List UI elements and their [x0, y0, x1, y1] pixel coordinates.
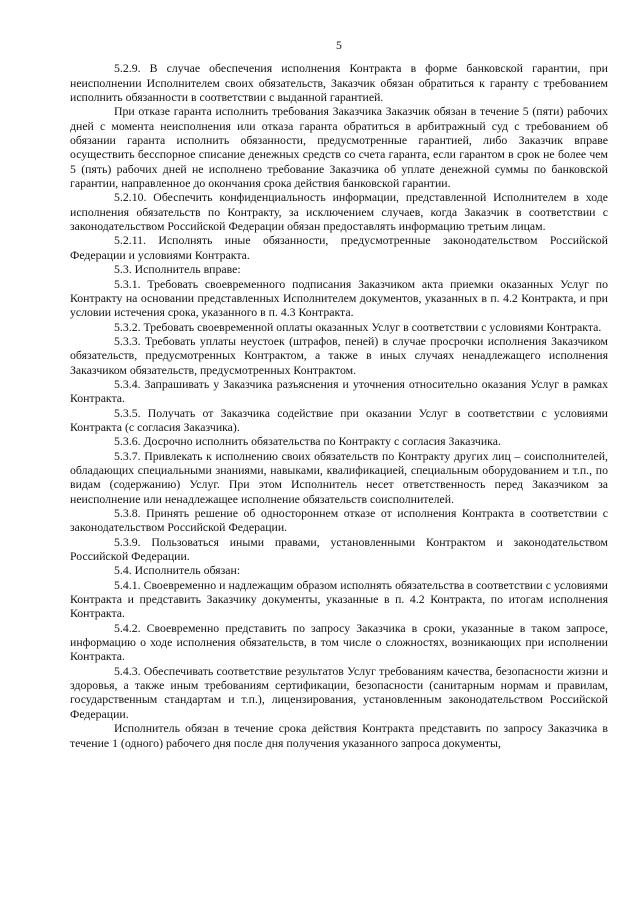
paragraph: При отказе гаранта исполнить требования Заказчика Заказчик обязан в течение 5 (пяти) рабочих дней с момента неисполнения или отказа гаранта обратиться в арбитражный суд с требованием об обязании гаранта исполнить обязанности, предусмотренные гарантией, либо Заказчик вправе осуществить бесспорное списание денежных средств со счета гаранта, если гарантом в срок не более чем 5 (пять) рабочих дней не исполнено требование Заказчика об уплате денежной суммы по банковской гарантии, направленное до окончания срока действия банковской гарантии. — [70, 104, 608, 191]
paragraph: 5.3.9. Пользоваться иными правами, установленными Контрактом и законодательством Российской Федерации. — [70, 534, 608, 564]
document-body — [70, 61, 608, 750]
paragraph: 5.3. Исполнитель вправе: — [114, 262, 241, 277]
paragraph: 5.3.2. Требовать своевременной оплаты оказанных Услуг в соответствии с условиями Контракта. — [114, 319, 602, 334]
paragraph: 5.2.11. Исполнять иные обязанности, предусмотренные законодательством Российской Федерации и условиями Контракта. — [70, 233, 608, 262]
page-number: 5 — [336, 38, 342, 52]
paragraph: 5.4. Исполнитель обязан: — [114, 563, 241, 578]
paragraph: 5.3.1. Требовать своевременного подписания Заказчиком акта приемки оказанных Услуг по Контракту на основании представленных Исполнителем документов, указанных в п. 4.2 Контракта, и при условии истечения срока, указанного в п. 4.3 Контракта. — [70, 276, 608, 320]
paragraph: 5.3.4. Запрашивать у Заказчика разъяснения и уточнения относительно оказания Услуг в рамках Контракта. — [70, 376, 608, 406]
paragraph: 5.4.3. Обеспечивать соответствие результатов Услуг требованиям качества, безопасности жизни и здоровья, а также иным требованиям сертификации, безопасности (санитарным нормам и правилам, государственным стандартам и т.п.), лицензирования, установленным законодательством Российской Федерации. — [70, 663, 608, 721]
paragraph: 5.3.3. Требовать уплаты неустоек (штрафов, пеней) в случае просрочки исполнения Заказчиком обязательств, предусмотренных Контрактом, а также в иных случаях ненадлежащего исполнения Заказчиком обязательств, предусмотренных Контрактом. — [70, 333, 608, 377]
paragraph: 5.3.5. Получать от Заказчика содействие при оказании Услуг в соответствии с условиями Контракта (с согласия Заказчика). — [70, 405, 608, 434]
paragraph: 5.2.9. В случае обеспечения исполнения Контракта в форме банковской гарантии, при неисполнении Исполнителем своих обязательств, Заказчик обязан обратиться к гаранту с требованием исполнить обязанности в соответствии с выданной гарантией. — [70, 61, 608, 105]
paragraph: 5.3.8. Принять решение об одностороннем отказе от исполнения Контракта в соответствии с законодательством Российской Федерации. — [70, 506, 608, 535]
paragraph: 5.2.10. Обеспечить конфиденциальность информации, представленной Исполнителем в ходе исполнения обязательств по Контракту, за исключением случаев, когда Заказчик в соответствии с законодательством Российской Федерации обязан предоставлять информацию третьим лицам. — [70, 190, 608, 234]
paragraph: 5.4.2. Своевременно представить по запросу Заказчика в сроки, указанные в таком запросе, информацию о ходе исполнения обязательств, в том числе о сложностях, возникающих при исполнении Контракта. — [70, 620, 608, 664]
paragraph: Исполнитель обязан в течение срока действия Контракта представить по запросу Заказчика в течение 1 (одного) рабочего дня после дня получения указанного запроса документы, — [70, 721, 608, 750]
paragraph: 5.4.1. Своевременно и надлежащим образом исполнять обязательства в соответствии с условиями Контракта и представить Заказчику документы, указанные в п. 4.2 Контракта, по итогам исполнения Контракта. — [70, 577, 608, 621]
paragraph: 5.3.7. Привлекать к исполнению своих обязательств по Контракту других лиц – соисполнителей, обладающих специальными знаниями, навыками, квалификацией, специальным оборудованием и т.п., по видам (содержанию) Услуг. При этом Исполнитель несет ответственность перед Заказчиком за неисполнение или ненадлежащее исполнение обязательств соисполнителей. — [70, 448, 608, 506]
paragraph: 5.3.6. Досрочно исполнить обязательства по Контракту с согласия Заказчика. — [114, 434, 501, 449]
